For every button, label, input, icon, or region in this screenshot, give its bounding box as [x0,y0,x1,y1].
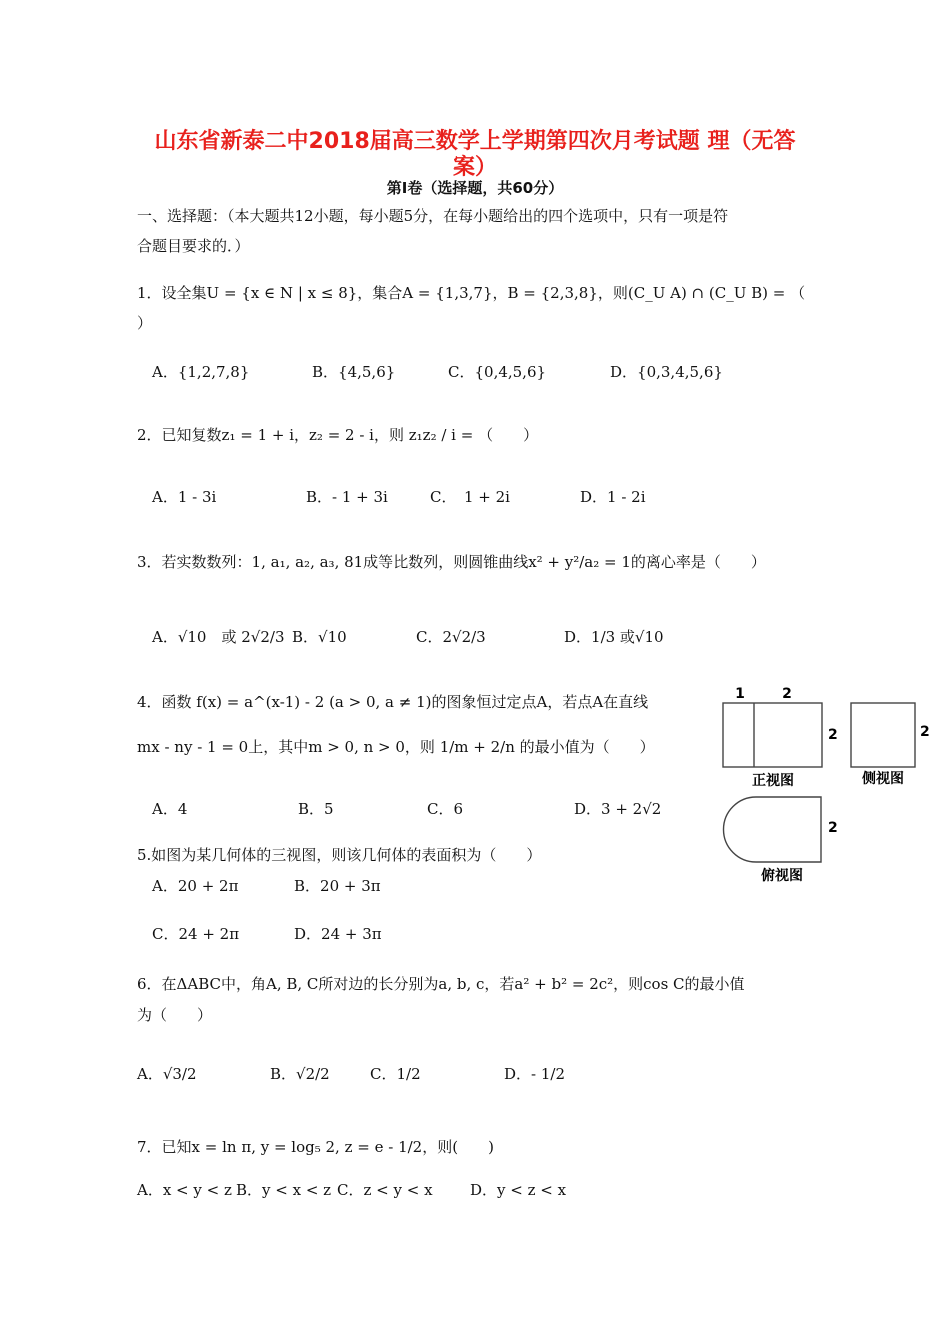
side-dim-height: 2 [920,724,930,740]
question-1-option-d: D．{0,3,4,5,6} [610,363,723,381]
question-6-option-b: B．√2/2 [270,1065,330,1083]
side-view-label: 侧视图 [862,771,904,787]
question-2-option-c: C． 1 + 2i [430,488,510,506]
question-2-option-b: B．- 1 + 3i [306,488,388,506]
question-6-option-a: A．√3/2 [137,1065,197,1083]
question-7-option-d: D．y < z < x [470,1181,567,1199]
part-title: 第Ⅰ卷（选择题，共60分） [386,179,564,197]
question-4-option-c: C．6 [427,800,464,818]
question-7-stem: 7．已知x = ln π, y = log₅ 2, z = e - 1/2，则( ) [137,1138,494,1156]
question-7-option-c: C．z < y < x [337,1181,433,1199]
three-view-diagram [716,682,936,892]
question-1-option-b: B．{4,5,6} [312,363,396,381]
side-view-outline [851,703,915,767]
document-title-line1: 山东省新泰二中2018届高三数学上学期第四次月考试题 理（无答 [154,129,796,154]
question-3-option-c: C．2√2/3 [416,628,486,646]
front-view-outline [723,703,822,767]
question-4-option-d: D．3 + 2√2 [574,800,662,818]
question-4-option-a: A．4 [152,800,188,818]
question-4-stem: 4．函数 f(x) = a^(x-1) - 2 (a > 0, a ≠ 1)的图象恒过定点A，若点A在直线 [137,693,649,711]
front-dim-top-right: 2 [782,686,792,702]
question-5-stem: 5.如图为某几何体的三视图，则该几何体的表面积为（ ） [137,846,542,864]
top-view-outline [724,797,822,862]
question-1-option-c: C．{0,4,5,6} [448,363,547,381]
question-2-option-a: A．1 - 3i [152,488,217,506]
question-6-option-d: D．- 1/2 [504,1065,566,1083]
question-6-stem-cont: 为（ ） [137,1006,213,1024]
question-1-option-a: A．{1,2,7,8} [152,363,250,381]
question-5-option-a: A．20 + 2π [152,877,239,895]
question-1-stem: 1．设全集U = {x ∈ N | x ≤ 8}，集合A = {1,3,7}，B = {2,3,8}，则(C_U A) ∩ (C_U B) = （ [137,284,806,302]
question-3-option-a: A．√10 或 2√2/3 [152,628,285,646]
section-intro-line1: 一、选择题：（本大题共12小题，每小题5分，在每小题给出的四个选项中，只有一项是符 [137,207,729,225]
front-dim-top-left: 1 [735,686,745,702]
question-2-option-d: D．1 - 2i [580,488,646,506]
question-3-stem: 3．若实数数列：1, a₁, a₂, a₃, 81成等比数列，则圆锥曲线x² + y²/a₂ = 1的离心率是（ ） [137,553,766,571]
question-6-stem: 6．在ΔABC中，角A, B, C所对边的长分别为a, b, c，若a² + b² = 2c²，则cos C的最小值 [137,975,745,993]
question-5-option-c: C．24 + 2π [152,925,240,943]
question-2-stem: 2．已知复数z₁ = 1 + i，z₂ = 2 - i，则 z₁z₂ / i = （ ） [137,426,539,444]
question-5-option-d: D．24 + 3π [294,925,382,943]
top-view-label: 俯视图 [761,868,803,884]
question-6-option-c: C．1/2 [370,1065,421,1083]
question-3-option-b: B．√10 [292,628,347,646]
section-intro-line2: 合题目要求的．） [137,237,250,255]
front-dim-height: 2 [828,727,838,743]
question-5-option-b: B．20 + 3π [294,877,381,895]
question-3-option-d: D．1/3 或√10 [564,628,664,646]
question-7-option-a: A．x < y < z [137,1181,232,1199]
front-view-label: 正视图 [752,773,794,789]
document-title-line2: 案） [452,155,497,180]
question-7-option-b: B．y < x < z [236,1181,332,1199]
question-4-option-b: B．5 [298,800,334,818]
question-1-stem-cont: ） [137,314,153,332]
top-dim-height: 2 [828,820,838,836]
question-4-stem-cont: mx - ny - 1 = 0上，其中m > 0, n > 0，则 1/m + 2/n 的最小值为（ ） [137,738,655,756]
